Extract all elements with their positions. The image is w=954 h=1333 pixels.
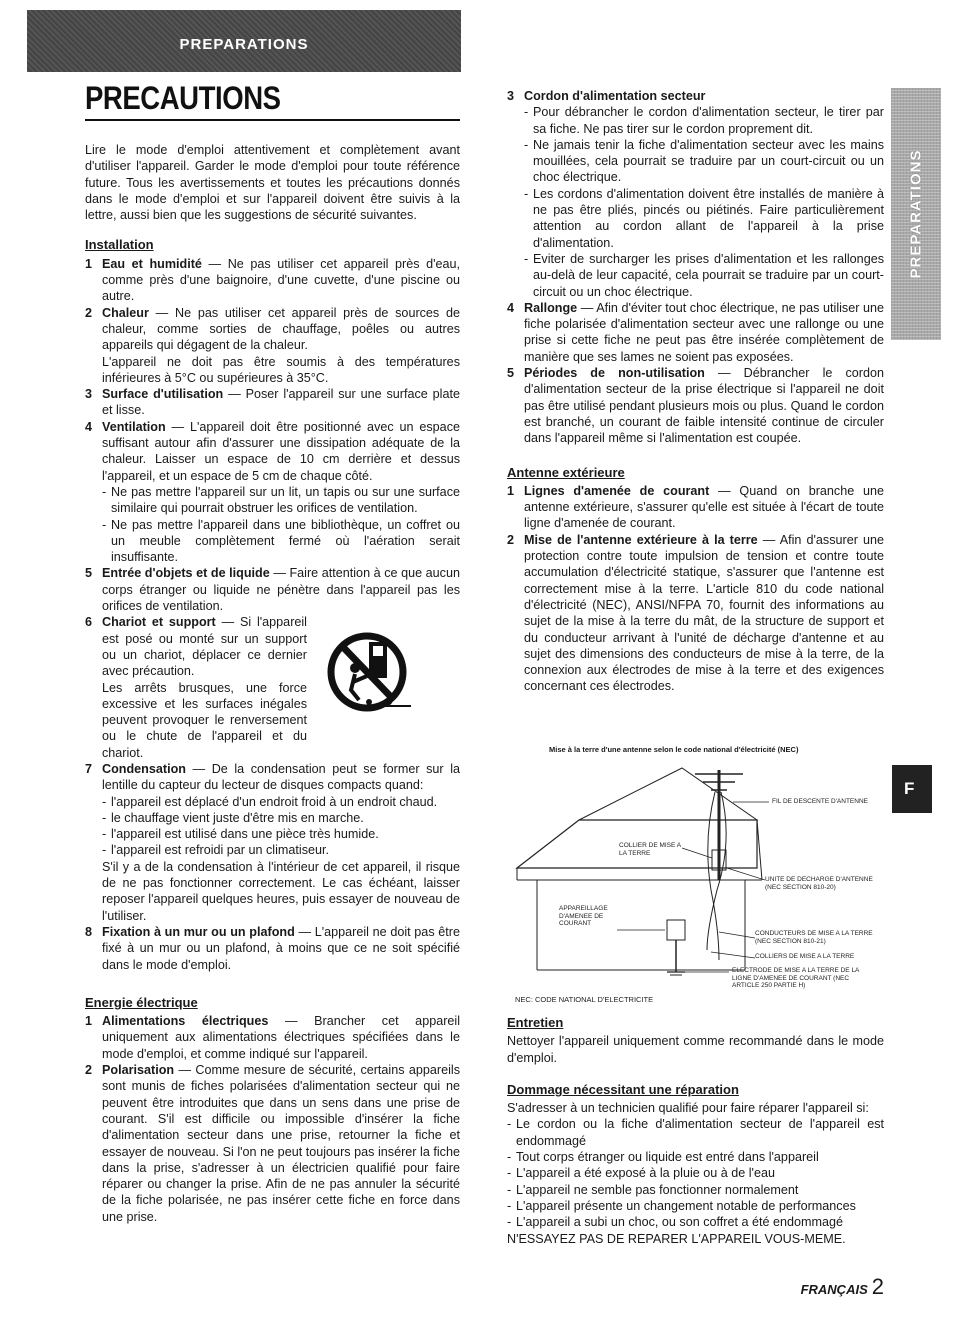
item-text: — De la condensation peut se former sur la lentille du capteur du lecteur de disques compacts quand: [102, 761, 460, 793]
bullet-item: - L'appareil a subi un choc, ou son coffret a été endommagé [507, 1214, 884, 1230]
item-number: 1 [85, 1014, 93, 1029]
dommage-warning: N'ESSAYEZ PAS DE REPARER L'APPAREIL VOUS-MEME. [507, 1231, 846, 1246]
heading-antenne: Antenne extérieure [507, 464, 625, 480]
list-item [507, 88, 884, 300]
item-text: — Si l'appareil est posé ou monté sur un support ou un chariot, déplacer ce dernier avec précaution. [102, 615, 307, 679]
list-item [507, 532, 884, 695]
item-text: — Afin d'assurer une protection contre toute impulsion de tension et contre toute accumulation d'électricité statique, s'assurer que l'antenne est correctement mise à la terre. L'article 810 du code national d'électricité (NEC), ANSI/NFPA 70, fournit des informations au sujet de la mise à la terre du mât, de la structure de support et du conducteur arrivant à l'unité de décharge d'antenne et au sujet des dimensions des conducteurs de mise à la terre, de la connexion aux électrodes de mise à la terre et des exigences concernant ces électrodes. [524, 532, 884, 694]
item-title: Lignes d'amenée de courant [524, 483, 710, 498]
label-grounding-conductors: CONDUCTEURS DE MISE A LA TERRE (NEC SECTION 810-21) [755, 930, 873, 945]
banner-label: PREPARATIONS [179, 36, 309, 53]
item-title: Alimentations électriques [102, 1014, 269, 1029]
item-number: 2 [507, 532, 515, 547]
item-number: 1 [85, 256, 93, 271]
bullet-item: - L'appareil ne semble pas fonctionner normalement [507, 1182, 884, 1198]
item-title: Ventilation [102, 419, 166, 434]
item-title: Chariot et support [102, 615, 216, 630]
item-extra: L'appareil ne doit pas être soumis à des températures inférieures à 5°C ou supérieures à 35°C. [102, 354, 460, 385]
heading-energie: Energie électrique [85, 994, 198, 1010]
bullet-item: - l'appareil est utilisé dans une pièce très humide. [102, 826, 460, 842]
item-number: 1 [507, 483, 515, 498]
bullet-item: - Ne pas mettre l'appareil dans une bibliothèque, un coffret ou un meuble complètement fermé où l'aération serait insuffisante. [102, 517, 460, 566]
bullet-item: - Le cordon ou la fiche d'alimentation secteur de l'appareil est endommagé [507, 1116, 884, 1149]
antenna-grounding-diagram [507, 760, 887, 1010]
item-number: 5 [507, 366, 515, 381]
right-column [507, 88, 884, 695]
item-title: Cordon d'alimentation secteur [524, 89, 706, 103]
item-title: Polarisation [102, 1063, 175, 1078]
label-grounding-electrode: ELECTRODE DE MISE A LA TERRE DE LA LIGNE D'AMENEE DE COURANT (NEC ARTICLE 250 PARTIE H) [732, 967, 860, 990]
intro-paragraph: Lire le mode d'emploi attentivement et complètement avant d'utiliser l'appareil. Garder le mode d'emploi pour toute référence future. Tous les avertissements et toutes les précautions donnés dans le mode d'emploi et sur l'appareil doivent être suivis à la lettre, aussi bien que les suggestions de sécurité suivantes. [85, 143, 460, 223]
label-ground-clamps: COLLIERS DE MISE A LA TERRE [755, 953, 855, 960]
item-text: — Quand on branche une antenne extérieure, s'assurer qu'elle est située à l'écart de toute ligne d'amenée de courant. [524, 483, 884, 531]
item-number: 4 [507, 300, 515, 315]
item-text: — Ne pas utiliser cet appareil près d'eau, comme près d'une baignoire, d'une cuvette, d'une piscine ou autre. [102, 256, 460, 304]
list-item [85, 565, 460, 614]
item-text: — Débrancher le cordon d'alimentation secteur de la prise électrique si l'appareil ne doit pas être utilisé pendant plusieurs mois ou plus. Quand le cordon est branché, un courant de faible intensité continue de circuler dans l'appareil même si l'alimentation est coupée. [524, 366, 884, 446]
item-text: — Ne pas utiliser cet appareil près de sources de chaleur, comme sorties de chauffage, poêles ou autres appareils qui dégagent de la chaleur. [102, 305, 460, 353]
side-tab-preparations [891, 88, 941, 340]
left-column [85, 142, 460, 1225]
right-bottom-column [507, 1001, 884, 1247]
list-item [507, 483, 884, 532]
bullet-item: - L'appareil a été exposé à la pluie ou à de l'eau [507, 1165, 884, 1181]
item-number: 3 [85, 387, 93, 402]
list-item [85, 256, 460, 305]
heading-installation: Installation [85, 237, 154, 253]
item-title: Périodes de non-utilisation [524, 366, 705, 381]
bullet-item: - Ne jamais tenir la fiche d'alimentation secteur avec les mains mouillées, cela pourrait se traduire par un court-circuit ou un choc électrique. [524, 137, 884, 186]
diagram-caption: Mise à la terre d'une antenne selon le code national d'électricité (NEC) [549, 745, 799, 754]
list-item [507, 365, 884, 446]
item-extra: S'il y a de la condensation à l'intérieur de cet appareil, il risque de ne pas fonctionner correctement. Le cas échéant, laisser reposer l'appareil quelques heures, puis essayer de nouveau de l'utiliser. [102, 859, 460, 923]
item-title: Mise de l'antenne extérieure à la terre [524, 532, 758, 547]
item-number: 5 [85, 566, 93, 581]
list-item [85, 614, 460, 761]
language-tab-label: F [904, 779, 915, 798]
bullet-item: - Les cordons d'alimentation doivent être installés de manière à ne pas être pliés, pincés ou piétinés. Faire particulièrement attention au cordon allant de l'appareil à la prise d'alimentation. [524, 186, 884, 251]
label-discharge-unit: UNITE DE DECHARGE D'ANTENNE (NEC SECTION 810-20) [765, 876, 873, 891]
cart-text-block [102, 614, 307, 761]
item-title: Chaleur [102, 305, 149, 320]
item-title: Eau et humidité [102, 256, 202, 271]
bullet-item: - Ne pas mettre l'appareil sur un lit, un tapis ou sur une surface similaire qui pourrait obstruer les orifices de ventilation. [102, 484, 460, 517]
dommage-intro: S'adresser à un technicien qualifié pour faire réparer l'appareil si: [507, 1101, 869, 1116]
item-extra: Les arrêts brusques, une force excessive et les surfaces inégales peuvent provoquer le renversement ou le chute de l'appareil et du chariot. [102, 680, 307, 760]
item-number: 7 [85, 761, 93, 776]
cart-warning-icon [325, 628, 413, 716]
list-item [507, 300, 884, 365]
list-item [85, 1062, 460, 1225]
page-title: PRECAUTIONS [85, 80, 281, 116]
item-number: 4 [85, 419, 93, 434]
list-item [85, 386, 460, 419]
item-text: — Poser l'appareil sur une surface plate et lisse. [102, 387, 460, 418]
bullet-item: - Pour débrancher le cordon d'alimentation secteur, le tirer par sa fiche. Ne pas tirer sur le cordon proprement dit. [524, 104, 884, 137]
list-item [85, 305, 460, 386]
item-text: — Comme mesure de sécurité, certains appareils sont munis de fiches polarisées d'alimentation secteur qui ne peuvent être introduites que dans un sens dans une prise de courant. S'il est difficile ou impossible d'insérer la fiche d'alimentation secteur dans une prise, retourner la fiche et essayer de nouveau. Si l'on ne peut toujours pas insérer la fiche dans la prise, s'adresser à un électricien qualifié pour faire réparer ou changer la prise. Afin de ne pas annuler la sécurité de la fiche polarisée, ne pas insérer cette fiche en force dans une prise. [102, 1063, 460, 1224]
item-title: Surface d'utilisation [102, 387, 224, 402]
item-text: — L'appareil ne doit pas être fixé à un mur ou un plafond, à moins que ce ne soit spécifié dans le mode d'emploi. [102, 924, 460, 972]
list-item [85, 924, 460, 973]
label-lead-in: FIL DE DESCENTE D'ANTENNE [772, 798, 868, 805]
item-title: Entrée d'objets et de liquide [102, 566, 270, 581]
bullet-item: - le chauffage vient juste d'être mis en marche. [102, 810, 460, 826]
list-item [85, 419, 460, 566]
item-text: — L'appareil doit être positionné avec un espace suffisant autour afin d'assurer une dissipation adéquate de la chaleur. Laisser un espace de 10 cm derrière et dessus l'appareil, et un espace de 5 cm de chaque côté. [102, 419, 460, 483]
footer-language: FRANÇAIS [800, 1282, 868, 1297]
bullet-item: - L'appareil présente un changement notable de performances [507, 1198, 884, 1214]
entretien-text: Nettoyer l'appareil uniquement comme recommandé dans le mode d'emploi. [507, 1034, 884, 1065]
heading-entretien: Entretien [507, 1015, 564, 1030]
heading-dommage: Dommage nécessitant une réparation [507, 1081, 739, 1097]
bullet-item: - l'appareil est refroidi par un climatiseur. [102, 842, 460, 858]
label-nec-note: NEC: CODE NATIONAL D'ELECTRICITE [515, 995, 654, 1004]
item-title: Rallonge [524, 300, 578, 315]
section-banner [27, 10, 461, 72]
item-text: — Faire attention à ce que aucun corps étranger ou liquide ne pénètre dans l'appareil pas les orifices de ventilation. [102, 566, 460, 614]
list-item [85, 1013, 460, 1062]
list-item [85, 761, 460, 924]
label-clamp: COLLIER DE MISE A LA TERRE [619, 842, 681, 857]
title-rule [85, 119, 460, 121]
item-number: 6 [85, 615, 93, 630]
item-title: Condensation [102, 761, 186, 776]
bullet-item: - Eviter de surcharger les prises d'alimentation et les rallonges au-delà de leur capacité, cela pourrait se traduire par un court-circuit ou un choc électrique. [524, 251, 884, 300]
item-title: Fixation à un mur ou un plafond [102, 924, 295, 939]
bullet-item: - Tout corps étranger ou liquide est entré dans l'appareil [507, 1149, 884, 1165]
item-number: 2 [85, 1063, 93, 1078]
page-number: 2 [871, 1274, 884, 1299]
item-number: 2 [85, 305, 93, 320]
item-number: 3 [507, 89, 515, 103]
label-service-equipment: APPAREILLAGE D'AMENEE DE COURANT [559, 905, 608, 928]
language-tab [892, 765, 932, 813]
page-footer [801, 1274, 884, 1300]
item-number: 8 [85, 924, 93, 939]
bullet-item: - l'appareil est déplacé d'un endroit froid à un endroit chaud. [102, 794, 460, 810]
item-text: — Afin d'éviter tout choc électrique, ne pas utiliser une fiche polarisée d'alimentation secteur avec une rallonge ou une prise si cette fiche ne peut pas être insérée complètement de manière que ses lames ne soient pas exposées. [524, 300, 884, 364]
side-tab-label: PREPARATIONS [907, 149, 925, 279]
item-text: — Brancher cet appareil uniquement aux alimentations électriques spécifiées dans le mode d'emploi, et comme indiqué sur l'appareil. [102, 1014, 460, 1061]
